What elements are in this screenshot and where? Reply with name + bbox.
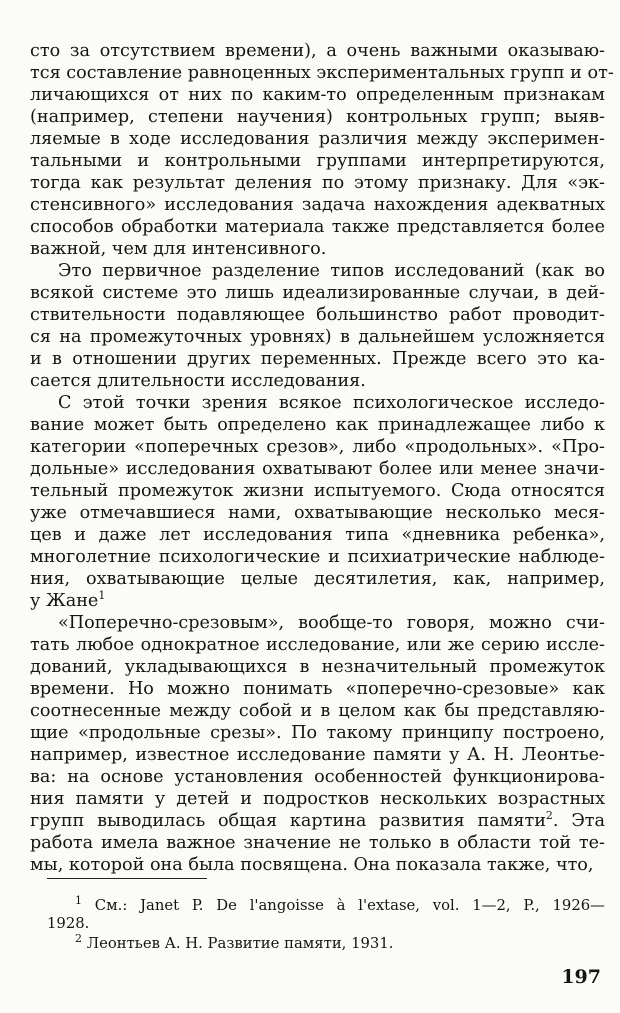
text-line: соотнесенные между собой и в целом как бы представляю- bbox=[30, 701, 605, 721]
text-line: ствительности подавляющее большинство работ проводит- bbox=[30, 305, 605, 325]
text-line: ляемые в ходе исследования различия между эксперимен- bbox=[30, 129, 605, 149]
text-line: всякой системе это лишь идеализированные случаи, в дей- bbox=[30, 283, 605, 303]
footnote-ref: 2 bbox=[545, 809, 553, 823]
footnote-mark: 2 bbox=[75, 932, 82, 946]
footnote-text: См.: Janet P. De l'angoisse à l'extase, vol. 1—2, P., 1926— bbox=[94, 897, 605, 914]
text-line: сается длительности исследования. bbox=[30, 371, 366, 391]
text-line: работа имела важное значение не только в области той те- bbox=[30, 833, 605, 853]
footnote-1 bbox=[75, 896, 605, 916]
text-line: стенсивного» исследования задача нахождения адекватных bbox=[30, 195, 605, 215]
text-line: мы, которой она была посвящена. Она показала также, что, bbox=[30, 855, 594, 875]
footnote-1-continued: 1928. bbox=[47, 915, 90, 932]
text-line: Это первичное разделение типов исследований (как во bbox=[58, 261, 605, 281]
text-line: тогда как результат деления по этому признаку. Для «эк- bbox=[30, 173, 605, 193]
text-line: щие «продольные срезы». По такому принципу построено, bbox=[30, 723, 605, 743]
text-line: многолетние психологические и психиатрические наблюде- bbox=[30, 547, 605, 567]
text-line: ния, охватывающие целые десятилетия, как, например, bbox=[30, 569, 605, 589]
text-line: уже отмечавшиеся нами, охватывающие несколько меся- bbox=[30, 503, 605, 523]
text-line: дований, укладывающихся в незначительный промежуток bbox=[30, 657, 605, 677]
text-line: вание может быть определено как принадлежащее либо к bbox=[30, 415, 605, 435]
text-line: ния памяти у детей и подростков нескольких возрастных bbox=[30, 789, 605, 809]
text-line: сто за отсутствием времени), а очень важными оказываю- bbox=[30, 41, 605, 61]
text-line: личающихся от них по каким-то определенным признакам bbox=[30, 85, 605, 105]
text-line bbox=[30, 590, 605, 612]
text-span: групп выводилась общая картина развития памяти bbox=[30, 811, 546, 831]
text-line: тать любое однократное исследование, или же серию иссле- bbox=[30, 635, 605, 655]
text-line: цев и даже лет исследования типа «дневника ребенка», bbox=[30, 525, 605, 545]
text-span: у Жане bbox=[30, 591, 99, 611]
text-line bbox=[30, 810, 605, 832]
footnote-text: Леонтьев А. Н. Развитие памяти, 1931. bbox=[86, 935, 394, 952]
footnote-ref: 1 bbox=[98, 589, 106, 603]
text-span: . Эта bbox=[552, 811, 606, 831]
text-line: (например, степени научения) контрольных групп; выяв- bbox=[30, 107, 605, 127]
footnote-2 bbox=[75, 934, 393, 954]
text-line: времени. Но можно понимать «поперечно-срезовые» как bbox=[30, 679, 605, 699]
text-line: «Поперечно-срезовым», вообще-то говоря, можно счи- bbox=[58, 613, 605, 633]
text-line: дольные» исследования охватывают более или менее значи- bbox=[30, 459, 605, 479]
text-line: С этой точки зрения всякое психологическое исследо- bbox=[58, 393, 605, 413]
text-line: ся на промежуточных уровнях) в дальнейшем усложняется bbox=[30, 327, 605, 347]
text-line: способов обработки материала также представляется более bbox=[30, 217, 605, 237]
footnote-divider bbox=[47, 878, 207, 879]
footnote-mark: 1 bbox=[75, 894, 82, 908]
text-line: ва: на основе установления особенностей функционирова- bbox=[30, 767, 605, 787]
text-line: важной, чем для интенсивного. bbox=[30, 239, 327, 259]
text-line: тся составление равноценных экспериментальных групп и от- bbox=[30, 63, 614, 83]
text-line: например, известное исследование памяти у А. Н. Леонтье- bbox=[30, 745, 605, 765]
page-number: 197 bbox=[561, 966, 601, 988]
text-line: тальными и контрольными группами интерпретируются, bbox=[30, 151, 605, 171]
text-line: категории «поперечных срезов», либо «продольных». «Про- bbox=[30, 437, 605, 457]
text-line: и в отношении других переменных. Прежде всего это ка- bbox=[30, 349, 605, 369]
text-line: тельный промежуток жизни испытуемого. Сюда относятся bbox=[30, 481, 605, 501]
